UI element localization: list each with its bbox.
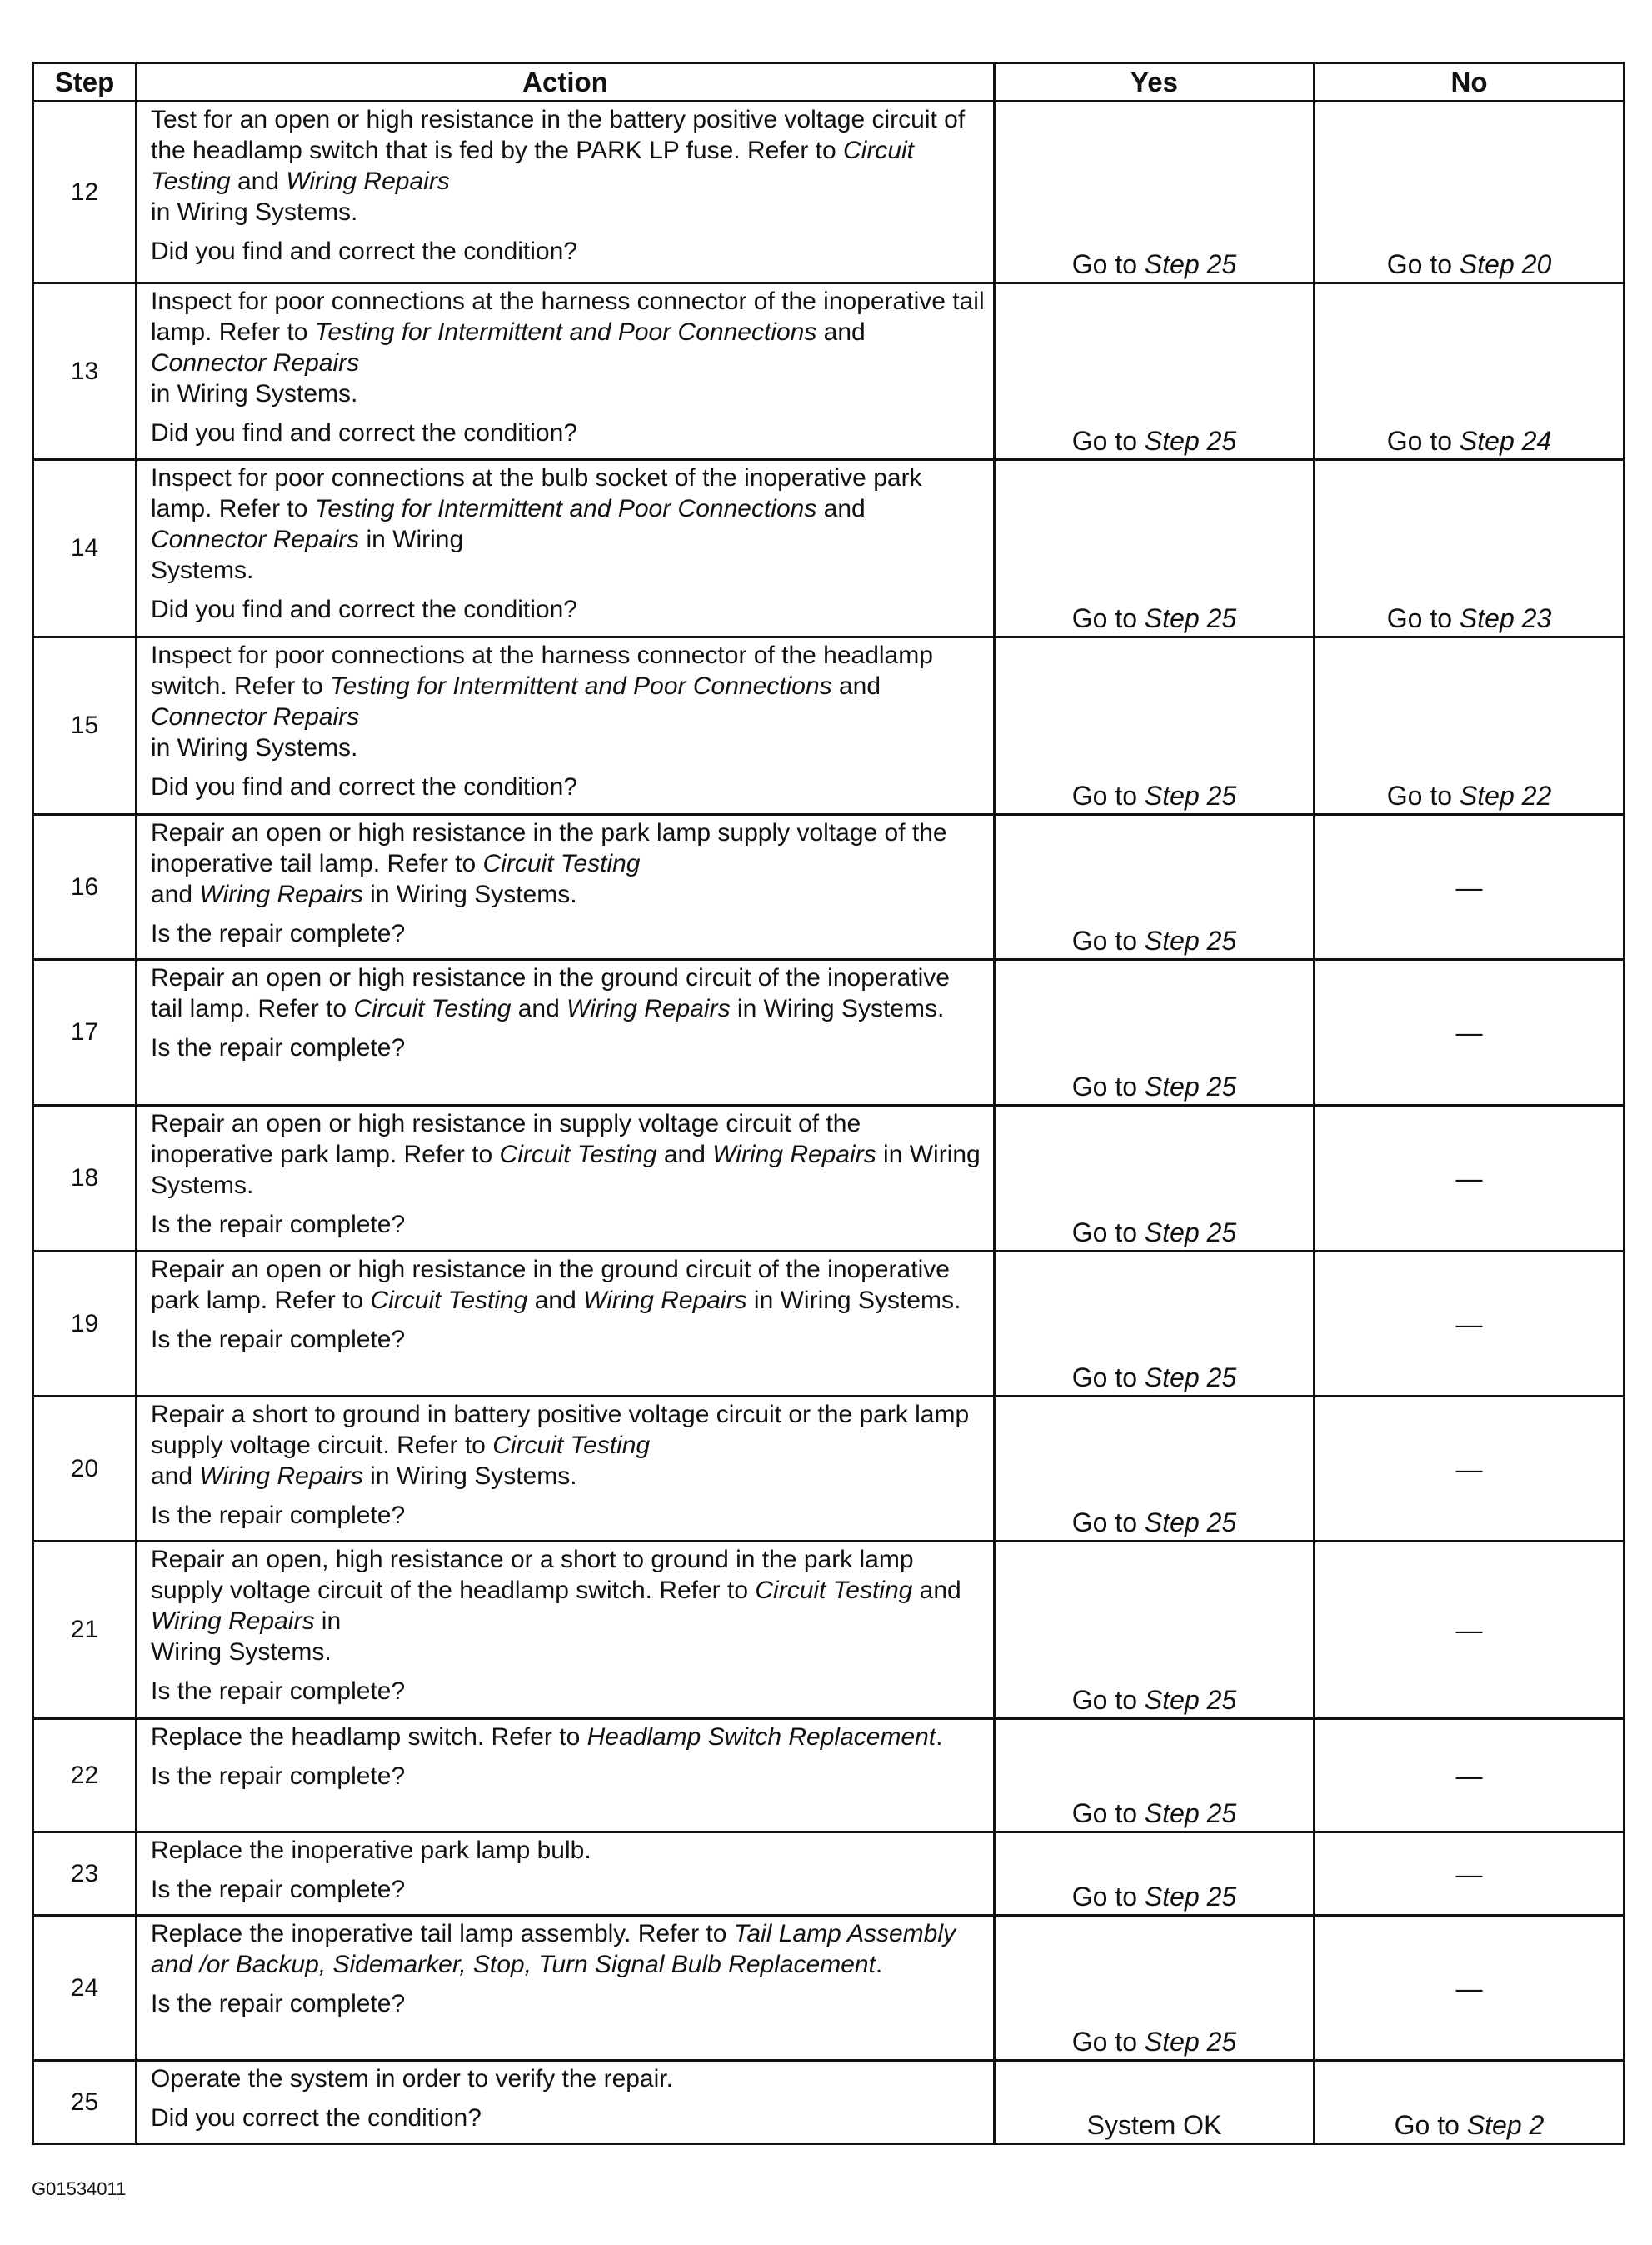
table-row [33,1916,1625,2061]
action-text: Go to [1071,1685,1145,1715]
action-text: Replace the inoperative tail lamp assembly. Refer to [151,1920,734,1948]
action-text: and [656,1141,713,1168]
action-text: Inspect for poor connections at the bulb socket of the inoperative park lamp. Refer to [151,464,922,522]
action-text: . [875,1951,883,1978]
reference-link-text: Testing for Intermittent and Poor Connections [314,495,817,522]
yes-result [995,1397,1315,1542]
action-cell [137,960,995,1106]
reference-link-text: Connector Repairs [151,526,360,553]
no-result [1315,102,1625,283]
header-no: No [1315,63,1625,102]
action-cell [137,638,995,815]
action-question: Did you find and correct the condition? [151,419,577,447]
table-row [33,815,1625,960]
action-text: Repair an open or high resistance in the ground circuit of the inoperative park lamp. Refer to [151,1256,950,1314]
action-text: — [1455,1163,1483,1193]
action-text: Go to [1071,2027,1145,2057]
action-text: Go to [1386,603,1460,633]
yes-result [995,283,1315,460]
action-cell [137,1916,995,2061]
yes-result [995,1252,1315,1397]
action-instruction [151,1107,985,1201]
action-cell [137,283,995,460]
yes-result [995,960,1315,1106]
no-result [1315,283,1625,460]
step-number: 20 [33,1397,137,1542]
diagnostic-table [32,62,1625,2145]
action-cell [137,1252,995,1397]
reference-link-text: Circuit Testing [353,995,512,1022]
action-text: — [1455,1453,1483,1484]
action-cell [137,1106,995,1252]
action-text: Systems. [151,557,254,584]
action-text: and [151,1462,200,1490]
reference-link-text: Circuit Testing [370,1287,528,1314]
action-instruction [151,1833,985,1866]
reference-link-text: Wiring Repairs [286,168,450,195]
no-result [1315,1916,1625,2061]
action-instruction [151,284,985,409]
table-row [33,638,1625,815]
reference-link-text: Step 25 [1144,426,1237,456]
action-cell [137,102,995,283]
yes-result [995,1719,1315,1832]
reference-link-text: Step 25 [1144,781,1237,811]
action-text: Go to [1071,1218,1145,1248]
action-text: Repair an open or high resistance in the park lamp supply voltage of the inoperative tail lamp. Refer to [151,819,947,878]
table-row [33,960,1625,1106]
action-instruction [151,102,985,228]
reference-link-text: Step 25 [1144,1218,1237,1248]
table-row [33,1397,1625,1542]
reference-link-text: Step 24 [1459,426,1552,456]
yes-result [995,1916,1315,2061]
action-text: and [831,672,881,700]
action-instruction [151,2062,985,2094]
action-text: in Wiring Systems. [362,1462,577,1490]
action-text: Repair an open or high resistance in supply voltage circuit of the inoperative park lamp. Refer to [151,1110,861,1168]
no-result [1315,1397,1625,1542]
action-text: Go to [1071,1362,1145,1392]
action-text: System OK [1086,2110,1222,2140]
action-text: — [1455,1018,1483,1048]
reference-link-text: Connector Repairs [151,349,360,377]
reference-link-text: Step 23 [1459,603,1552,633]
reference-link-text: Step 2 [1466,2110,1545,2140]
step-number: 14 [33,460,137,638]
yes-result [995,638,1315,815]
reference-link-text: Headlamp Switch Replacement [586,1723,936,1751]
action-text: Go to [1394,2110,1467,2140]
action-text: and [912,1577,961,1604]
no-result [1315,638,1625,815]
action-question: Did you find and correct the condition? [151,596,577,623]
table-row [33,283,1625,460]
header-row [33,63,1625,102]
step-number: 21 [33,1542,137,1719]
table-row [33,2061,1625,2144]
reference-link-text: Step 25 [1144,249,1237,279]
table-row [33,1832,1625,1916]
reference-link-text: Tail Lamp Assembly and /or Backup, Sidemarker, Stop, Turn Signal Bulb Replacement [151,1920,956,1978]
action-text: Inspect for poor connections at the harness connector of the inoperative tail lamp. Refer to [151,288,985,346]
step-number: 25 [33,2061,137,2144]
table-row [33,1106,1625,1252]
action-text: — [1455,1858,1483,1889]
action-cell [137,1719,995,1832]
action-text: Go to [1071,1508,1145,1538]
action-text: and [527,1287,584,1314]
reference-link-text: Step 25 [1144,603,1237,633]
action-question: Is the repair complete? [151,1326,406,1353]
action-text: Go to [1071,426,1145,456]
action-text: Go to [1071,1072,1145,1102]
action-cell [137,815,995,960]
action-question: Is the repair complete? [151,1678,406,1705]
action-instruction [151,816,985,910]
action-text: in Wiring Systems. [151,734,358,762]
action-text: Go to [1386,249,1460,279]
reference-link-text: Step 25 [1144,1072,1237,1102]
reference-link-text: Connector Repairs [151,703,360,731]
reference-link-text: Circuit Testing [499,1141,657,1168]
action-text: in Wiring [359,526,464,553]
reference-link-text: Testing for Intermittent and Poor Connections [314,318,817,346]
no-result [1315,1106,1625,1252]
action-text: and [511,995,567,1022]
figure-id: G01534011 [32,2178,127,2199]
header-yes: Yes [995,63,1315,102]
reference-link-text: Step 25 [1144,1508,1237,1538]
reference-link-text: Wiring Repairs [712,1141,876,1168]
no-result [1315,815,1625,960]
reference-link-text: Step 25 [1144,926,1237,956]
action-instruction [151,1917,985,1980]
action-instruction [151,638,985,763]
action-instruction [151,461,985,586]
action-text: . [936,1723,943,1751]
action-text: in Wiring Systems. [730,995,945,1022]
action-cell [137,1832,995,1916]
table-row [33,460,1625,638]
step-number: 24 [33,1916,137,2061]
action-instruction [151,1542,985,1668]
table-body [33,102,1625,2144]
action-text: Replace the headlamp switch. Refer to [151,1723,587,1751]
action-cell [137,2061,995,2144]
reference-link-text: Circuit Testing [151,137,915,195]
action-question: Is the repair complete? [151,1990,406,2018]
reference-link-text: Step 25 [1144,1685,1237,1715]
action-text: in Wiring Systems. [746,1287,961,1314]
action-text: Go to [1386,426,1460,456]
action-text: — [1455,1972,1483,2003]
action-text: Inspect for poor connections at the harness connector of the headlamp switch. Refer to [151,642,933,700]
action-instruction [151,1398,985,1492]
action-text: Go to [1386,781,1460,811]
action-text: and [816,318,866,346]
action-question: Did you find and correct the condition? [151,238,577,265]
action-text: Go to [1071,603,1145,633]
action-text: Go to [1071,1882,1145,1912]
action-text: Wiring Systems. [151,1638,332,1666]
action-text: Test for an open or high resistance in the battery positive voltage circuit of the headlamp switch that is fed by the PARK LP fuse. Refer to [151,106,966,164]
action-text: and [816,495,866,522]
action-cell [137,1397,995,1542]
step-number: 18 [33,1106,137,1252]
reference-link-text: Step 25 [1144,1882,1237,1912]
table-row [33,102,1625,283]
action-text: Operate the system in order to verify the repair. [151,2065,673,2092]
reference-link-text: Testing for Intermittent and Poor Connections [330,672,832,700]
reference-link-text: Step 22 [1459,781,1552,811]
step-number: 22 [33,1719,137,1832]
no-result [1315,960,1625,1106]
header-action: Action [137,63,995,102]
action-text: — [1455,1760,1483,1791]
action-text: in [314,1608,342,1635]
action-cell [137,460,995,638]
action-text: and [230,168,287,195]
reference-link-text: Step 20 [1459,249,1552,279]
action-text: in Wiring Systems. [151,380,358,408]
action-text: in Wiring Systems. [151,1141,981,1199]
action-text: in Wiring Systems. [362,881,577,908]
step-number: 19 [33,1252,137,1397]
step-number: 16 [33,815,137,960]
action-instruction [151,1720,985,1752]
reference-link-text: Circuit Testing [492,1432,651,1459]
no-result [1315,1252,1625,1397]
step-number: 17 [33,960,137,1106]
action-question: Is the repair complete? [151,1762,406,1790]
reference-link-text: Step 25 [1144,2027,1237,2057]
action-question: Is the repair complete? [151,1211,406,1238]
reference-link-text: Wiring Repairs [151,1608,315,1635]
action-text: Replace the inoperative park lamp bulb. [151,1837,591,1864]
action-text: Go to [1071,926,1145,956]
reference-link-text: Wiring Repairs [566,995,731,1022]
action-question: Did you correct the condition? [151,2104,482,2132]
yes-result [995,460,1315,638]
action-text: Repair an open, high resistance or a short to ground in the park lamp supply voltage circuit of the headlamp switch. Refer to [151,1546,914,1604]
action-question: Is the repair complete? [151,1876,406,1903]
table-row [33,1542,1625,1719]
action-text: — [1455,1308,1483,1339]
action-text: — [1455,1615,1483,1645]
action-text: in Wiring Systems. [151,198,358,226]
action-text: Go to [1071,781,1145,811]
no-result [1315,1719,1625,1832]
reference-link-text: Step 25 [1144,1362,1237,1392]
action-instruction [151,961,985,1024]
action-text: — [1455,872,1483,902]
step-number: 23 [33,1832,137,1916]
yes-result [995,102,1315,283]
reference-link-text: Circuit Testing [755,1577,913,1604]
step-number: 15 [33,638,137,815]
yes-result [995,815,1315,960]
action-instruction [151,1252,985,1316]
action-question: Is the repair complete? [151,1034,406,1062]
reference-link-text: Step 25 [1144,1798,1237,1828]
header-step: Step [33,63,137,102]
action-text: Repair a short to ground in battery positive voltage circuit or the park lamp supply voltage circuit. Refer to [151,1401,970,1459]
step-number: 13 [33,283,137,460]
action-text: and [151,881,200,908]
no-result [1315,1832,1625,1916]
action-cell [137,1542,995,1719]
reference-link-text: Wiring Repairs [199,881,363,908]
action-question: Is the repair complete? [151,920,406,948]
no-result [1315,1542,1625,1719]
action-text: Go to [1071,1798,1145,1828]
step-number: 12 [33,102,137,283]
reference-link-text: Wiring Repairs [199,1462,363,1490]
yes-result [995,1542,1315,1719]
yes-result [995,2061,1315,2144]
action-text: Repair an open or high resistance in the ground circuit of the inoperative tail lamp. Refer to [151,964,950,1022]
no-result [1315,2061,1625,2144]
reference-link-text: Wiring Repairs [583,1287,747,1314]
action-question: Is the repair complete? [151,1502,406,1529]
reference-link-text: Circuit Testing [482,850,641,878]
action-text: Go to [1071,249,1145,279]
yes-result [995,1106,1315,1252]
yes-result [995,1832,1315,1916]
table-row [33,1719,1625,1832]
no-result [1315,460,1625,638]
table-row [33,1252,1625,1397]
action-question: Did you find and correct the condition? [151,773,577,801]
